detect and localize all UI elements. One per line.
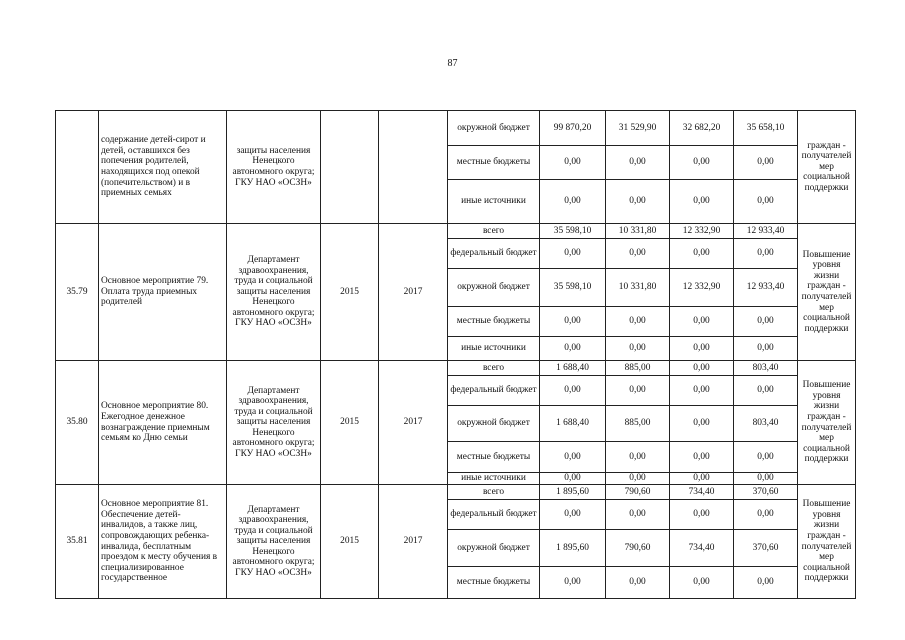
amount-2016: 0,00 — [670, 180, 734, 224]
amount-2015: 0,00 — [606, 567, 670, 599]
amount-2016: 0,00 — [670, 361, 734, 376]
funding-source: федеральный бюджет — [448, 239, 540, 269]
amount-2016: 0,00 — [670, 567, 734, 599]
amount-2016: 0,00 — [670, 473, 734, 485]
funding-source: всего — [448, 485, 540, 500]
amount-2016: 0,00 — [670, 376, 734, 406]
funding-source: всего — [448, 361, 540, 376]
end-year: 2017 — [379, 361, 448, 485]
end-year: 2017 — [379, 224, 448, 361]
amount-2017: 35 658,10 — [734, 111, 798, 146]
measure-name: содержание детей-сирот и детей, оставшихся без попечения родителей, находящихся под опекой (попечительством) и в приемных семьях — [99, 111, 227, 224]
amount-2015: 790,60 — [606, 485, 670, 500]
executor: защиты населения Ненецкого автономного округа; ГКУ НАО «ОСЗН» — [227, 111, 321, 224]
amount-2017: 0,00 — [734, 567, 798, 599]
row-number: 35.80 — [56, 361, 99, 485]
amount-2017: 0,00 — [734, 442, 798, 473]
funding-source: иные источники — [448, 473, 540, 485]
amount-2015: 0,00 — [606, 500, 670, 530]
executor: Департамент здравоохранения, труда и социальной защиты населения Ненецкого автономного округа; ГКУ НАО «ОСЗН» — [227, 485, 321, 599]
start-year: 2015 — [321, 485, 379, 599]
executor: Департамент здравоохранения, труда и социальной защиты населения Ненецкого автономного округа; ГКУ НАО «ОСЗН» — [227, 361, 321, 485]
amount-2015: 0,00 — [606, 473, 670, 485]
amount-total: 0,00 — [540, 567, 606, 599]
amount-total: 0,00 — [540, 376, 606, 406]
amount-2017: 0,00 — [734, 239, 798, 269]
amount-total: 0,00 — [540, 239, 606, 269]
start-year: 2015 — [321, 224, 379, 361]
executor: Департамент здравоохранения, труда и социальной защиты населения Ненецкого автономного округа; ГКУ НАО «ОСЗН» — [227, 224, 321, 361]
amount-total: 1 688,40 — [540, 406, 606, 442]
table-row — [56, 111, 856, 146]
amount-2016: 12 332,90 — [670, 224, 734, 239]
amount-total: 35 598,10 — [540, 224, 606, 239]
expected-result: Повышение уровня жизни граждан - получателей мер социальной поддержки — [798, 361, 856, 485]
amount-2015: 885,00 — [606, 361, 670, 376]
amount-total: 35 598,10 — [540, 269, 606, 307]
funding-source: иные источники — [448, 337, 540, 361]
amount-2015: 31 529,90 — [606, 111, 670, 146]
amount-2016: 0,00 — [670, 337, 734, 361]
amount-2015: 0,00 — [606, 307, 670, 337]
amount-2017: 803,40 — [734, 406, 798, 442]
amount-2017: 0,00 — [734, 500, 798, 530]
amount-2015: 790,60 — [606, 530, 670, 567]
amount-2017: 0,00 — [734, 146, 798, 180]
table-row — [56, 361, 856, 376]
amount-2016: 0,00 — [670, 307, 734, 337]
expected-result: Повышение уровня жизни граждан - получателей мер социальной поддержки — [798, 485, 856, 599]
amount-2015: 10 331,80 — [606, 224, 670, 239]
funding-source: окружной бюджет — [448, 530, 540, 567]
funding-source: иные источники — [448, 180, 540, 224]
funding-source: окружной бюджет — [448, 111, 540, 146]
amount-2017: 370,60 — [734, 485, 798, 500]
page-number: 87 — [447, 58, 458, 69]
amount-2015: 0,00 — [606, 239, 670, 269]
amount-2017: 12 933,40 — [734, 269, 798, 307]
amount-2016: 0,00 — [670, 500, 734, 530]
amount-2016: 0,00 — [670, 442, 734, 473]
amount-2015: 0,00 — [606, 180, 670, 224]
row-number: 35.81 — [56, 485, 99, 599]
amount-2015: 0,00 — [606, 146, 670, 180]
funding-source: всего — [448, 224, 540, 239]
start-year: 2015 — [321, 361, 379, 485]
amount-2017: 0,00 — [734, 376, 798, 406]
table-row — [56, 485, 856, 500]
amount-2015: 0,00 — [606, 376, 670, 406]
amount-total: 0,00 — [540, 473, 606, 485]
budget-table — [55, 110, 856, 599]
funding-source: федеральный бюджет — [448, 376, 540, 406]
amount-total: 1 688,40 — [540, 361, 606, 376]
amount-2017: 370,60 — [734, 530, 798, 567]
row-number: 35.79 — [56, 224, 99, 361]
amount-2016: 32 682,20 — [670, 111, 734, 146]
funding-source: местные бюджеты — [448, 307, 540, 337]
amount-total: 0,00 — [540, 180, 606, 224]
amount-2016: 0,00 — [670, 239, 734, 269]
amount-2017: 0,00 — [734, 473, 798, 485]
amount-2017: 0,00 — [734, 337, 798, 361]
measure-name: Основное мероприятие 79. Оплата труда приемных родителей — [99, 224, 227, 361]
amount-2015: 0,00 — [606, 442, 670, 473]
expected-result: граждан - получателей мер социальной поддержки — [798, 111, 856, 224]
amount-2015: 0,00 — [606, 337, 670, 361]
amount-2016: 0,00 — [670, 406, 734, 442]
amount-2017: 0,00 — [734, 180, 798, 224]
amount-2015: 10 331,80 — [606, 269, 670, 307]
end-year: 2017 — [379, 485, 448, 599]
measure-name: Основное мероприятие 81. Обеспечение детей-инвалидов, а также лиц, сопровождающих ребенка-инвалида, бесплатным проездом к месту обучения в специализированное государственное — [99, 485, 227, 599]
funding-source: местные бюджеты — [448, 146, 540, 180]
amount-total: 0,00 — [540, 146, 606, 180]
amount-total: 1 895,60 — [540, 530, 606, 567]
amount-total: 99 870,20 — [540, 111, 606, 146]
measure-name: Основное мероприятие 80. Ежегодное денежное вознаграждение приемным семьям ко Дню семьи — [99, 361, 227, 485]
funding-source: федеральный бюджет — [448, 500, 540, 530]
amount-2016: 734,40 — [670, 530, 734, 567]
amount-2016: 0,00 — [670, 146, 734, 180]
amount-2015: 885,00 — [606, 406, 670, 442]
amount-2017: 12 933,40 — [734, 224, 798, 239]
funding-source: местные бюджеты — [448, 442, 540, 473]
amount-total: 0,00 — [540, 307, 606, 337]
expected-result: Повышение уровня жизни граждан - получателей мер социальной поддержки — [798, 224, 856, 361]
amount-total: 0,00 — [540, 500, 606, 530]
funding-source: окружной бюджет — [448, 406, 540, 442]
table-row — [56, 224, 856, 239]
amount-2016: 12 332,90 — [670, 269, 734, 307]
amount-total: 0,00 — [540, 337, 606, 361]
amount-2017: 803,40 — [734, 361, 798, 376]
amount-2017: 0,00 — [734, 307, 798, 337]
amount-total: 1 895,60 — [540, 485, 606, 500]
amount-total: 0,00 — [540, 442, 606, 473]
funding-source: местные бюджеты — [448, 567, 540, 599]
funding-source: окружной бюджет — [448, 269, 540, 307]
amount-2016: 734,40 — [670, 485, 734, 500]
